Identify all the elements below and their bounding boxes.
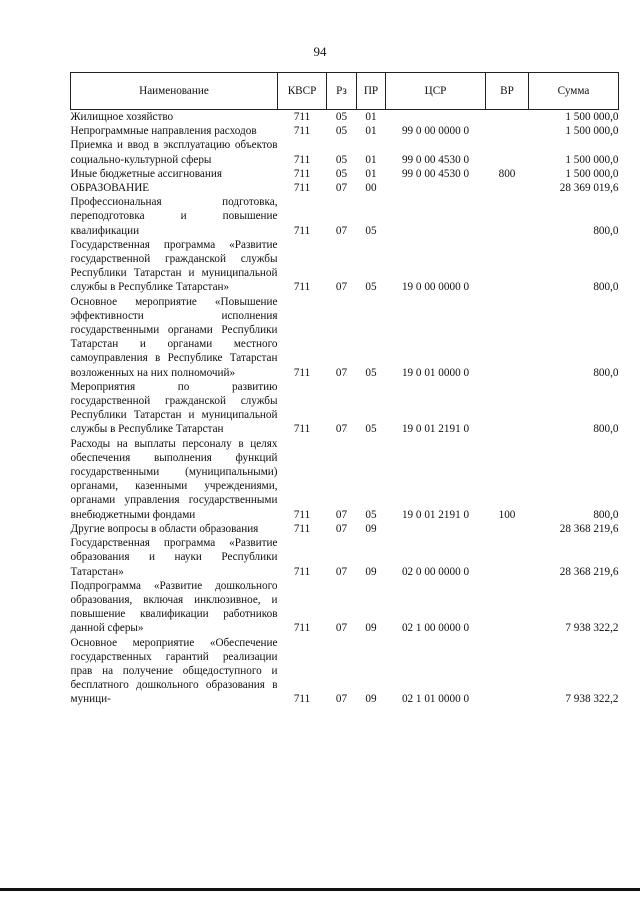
cell-rz: 05 [335,153,348,166]
cell-name: Подпрограмма «Развитие дошкольного образования, включая инклюзивное, и повышение квалификации работников данной сферы» [70,579,278,635]
cell-pr: 09 [365,565,377,578]
cell-pr: 05 [365,423,377,436]
table-row [71,295,619,380]
cell-rz: 07 [335,224,348,237]
cell-csr: 02 0 00 0000 0 [401,565,470,578]
cell-sum: 28 368 219,6 [559,522,619,535]
table-row [71,636,619,707]
cell-csr [386,195,486,238]
table-header-row [71,73,619,110]
cell-name: Государственная программа «Развитие государственной гражданской службы Республики Татарстан и муниципальной службы в Республике Татарстан» [70,238,278,294]
cell-sum: 800,0 [593,281,619,294]
cell-pr: 09 [365,693,377,706]
cell-csr [386,522,486,536]
cell-rz: 07 [335,508,348,521]
cell-kvsr: 711 [293,522,311,535]
cell-kvsr: 711 [293,423,311,436]
cell-vr [486,238,529,295]
cell-name: Расходы на выплаты персоналу в целях обеспечения выполнения функций государственными (муниципальными) органами, казенными учреждениями, органами управления государственными внебюджетными фондами [70,437,278,521]
cell-csr: 99 0 00 4530 0 [401,167,470,180]
cell-csr: 19 0 01 2191 0 [401,423,470,436]
cell-vr [486,124,529,138]
cell-sum: 1 500 000,0 [565,125,619,138]
cell-rz: 07 [335,366,348,379]
table-row [71,110,619,125]
cell-name: Непрограммные направления расходов [70,125,257,138]
cell-vr [486,536,529,579]
cell-csr: 19 0 01 2191 0 [401,508,470,521]
cell-vr [486,195,529,238]
cell-name: Основное мероприятие «Обеспечение государственных гарантий реализации прав на получение общедоступного и бесплатного дошкольного образования в муници- [70,636,278,706]
cell-kvsr: 711 [293,182,311,195]
cell-sum: 1 500 000,0 [565,111,619,123]
cell-csr [386,110,486,125]
cell-name: Жилищное хозяйство [70,111,174,123]
header-sum: Сумма [529,73,619,110]
cell-rz: 05 [335,167,348,180]
cell-name: Приемка и ввод в эксплуатацию объектов социально-культурной сферы [70,139,278,166]
cell-pr: 05 [365,366,377,379]
cell-pr: 01 [365,111,377,123]
page-bottom-border [0,888,640,891]
cell-kvsr: 711 [293,125,311,138]
cell-sum: 7 938 322,2 [565,622,619,635]
table-row [71,579,619,636]
cell-rz: 05 [335,111,348,123]
cell-kvsr: 711 [293,224,311,237]
cell-pr: 09 [365,622,377,635]
cell-pr: 05 [365,281,377,294]
cell-vr [486,138,529,166]
cell-sum: 28 369 019,6 [559,182,619,195]
budget-table [70,72,619,707]
cell-csr: 99 0 00 0000 0 [401,125,470,138]
cell-csr: 02 1 01 0000 0 [401,693,470,706]
cell-name: Другие вопросы в области образования [70,522,259,535]
table-row [71,124,619,138]
cell-sum: 1 500 000,0 [565,153,619,166]
cell-vr [486,181,529,195]
cell-vr [486,522,529,536]
cell-rz: 07 [335,622,348,635]
cell-pr: 05 [365,224,377,237]
cell-sum: 7 938 322,2 [565,693,619,706]
cell-sum: 800,0 [593,508,619,521]
cell-name: Иные бюджетные ассигнования [70,167,222,180]
table-row [71,437,619,522]
cell-rz: 07 [335,423,348,436]
cell-kvsr: 711 [293,281,311,294]
cell-pr: 01 [365,125,377,138]
cell-sum: 800,0 [593,366,619,379]
table-row [71,380,619,437]
cell-vr [486,636,529,707]
cell-sum: 28 368 219,6 [559,565,619,578]
cell-csr: 02 1 00 0000 0 [401,622,470,635]
cell-pr: 00 [365,182,377,195]
cell-rz: 07 [335,522,348,535]
table-row [71,195,619,238]
header-vr: ВР [486,73,529,110]
cell-sum: 800,0 [593,224,619,237]
cell-kvsr: 711 [293,366,311,379]
table-row [71,536,619,579]
page-number: 94 [313,44,327,59]
cell-name: Государственная программа «Развитие образования и науки Республики Татарстан» [70,537,278,578]
cell-name: Профессиональная подготовка, переподготовка и повышение квалификации [70,196,278,237]
cell-rz: 05 [335,125,348,138]
cell-name: Мероприятия по развитию государственной гражданской службы Республики Татарстан и муниципальной службы в Республике Татарстан [70,380,278,436]
cell-name: Основное мероприятие «Повышение эффективности исполнения государственными органами Республики Татарстан и органами местного самоуправления в Республике Татарстан возложенных на них полномочий» [70,295,278,379]
header-kvsr: КВСР [278,73,327,110]
header-rz: Рз [327,73,357,110]
header-name: Наименование [71,73,278,110]
cell-rz: 07 [335,281,348,294]
cell-kvsr: 711 [293,167,311,180]
cell-vr: 800 [498,167,516,180]
cell-pr: 01 [365,167,377,180]
cell-pr: 05 [365,508,377,521]
table-row [71,138,619,166]
cell-kvsr: 711 [293,111,311,123]
cell-rz: 07 [335,693,348,706]
cell-rz: 07 [335,182,348,195]
cell-vr: 100 [498,508,516,521]
cell-sum: 800,0 [593,423,619,436]
header-csr: ЦСР [386,73,486,110]
cell-vr [486,380,529,437]
cell-vr [486,579,529,636]
cell-csr: 99 0 00 4530 0 [401,153,470,166]
cell-kvsr: 711 [293,565,311,578]
table-row [71,238,619,295]
cell-kvsr: 711 [293,622,311,635]
cell-name: ОБРАЗОВАНИЕ [70,182,150,195]
table-row [71,181,619,195]
table-row [71,167,619,181]
table-body [71,110,619,707]
cell-pr: 09 [365,522,377,535]
header-pr: ПР [357,73,386,110]
cell-rz: 07 [335,565,348,578]
cell-kvsr: 711 [293,508,311,521]
cell-kvsr: 711 [293,153,311,166]
cell-pr: 01 [365,153,377,166]
cell-vr [486,295,529,380]
cell-csr: 19 0 00 0000 0 [401,281,470,294]
cell-csr: 19 0 01 0000 0 [401,366,470,379]
cell-csr [386,181,486,195]
cell-kvsr: 711 [293,693,311,706]
cell-sum: 1 500 000,0 [565,167,619,180]
table-row [71,522,619,536]
cell-vr [486,110,529,125]
